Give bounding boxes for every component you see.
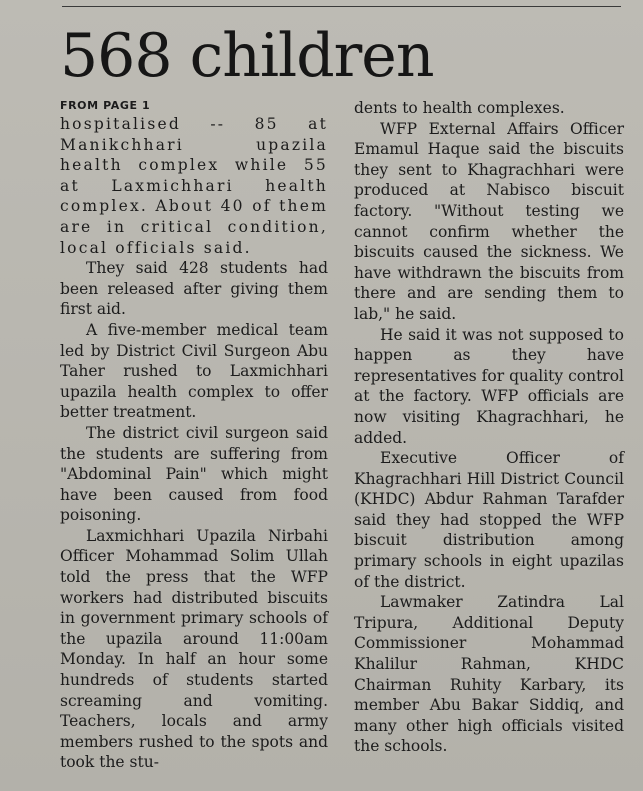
article-paragraph: He said it was not supposed to happen as they have representatives for quality control at the factory. WFP officials are now visiting Khagrachhari, he added. [354, 325, 624, 447]
headline: 568 children [60, 21, 434, 91]
article-column-right [354, 98, 624, 757]
article-column-left [60, 98, 328, 773]
article-paragraph: Lawmaker Zatindra Lal Tripura, Additional Deputy Commissioner Mohammad Khalilur Rahman, KHDC Chairman Ruhity Karbary, its member Abu Bakar Siddiq, and many other high officials visited the schools. [354, 593, 624, 756]
top-rule [62, 6, 621, 7]
article-paragraph: The district civil surgeon said the students are suffering from "Abdominal Pain" which might have been caused from food poisoning. [60, 423, 328, 525]
article-paragraph: They said 428 students had been released after giving them first aid. [60, 259, 328, 319]
continuation-kicker: FROM PAGE 1 [60, 99, 151, 112]
article-paragraph: Executive Officer of Khagrachhari Hill District Council (KHDC) Abdur Rahman Tarafder said they had stopped the WFP biscuit distribution among primary schools in eight upazilas of the district. [354, 449, 624, 591]
article-paragraph: WFP External Affairs Officer Emamul Haque said the biscuits they sent to Khagrachhari were produced at Nabisco biscuit factory. "Without testing we cannot confirm whether the biscuits caused the sickness. We have withdrawn the biscuits from there and are sending them to lab," he said. [354, 119, 624, 323]
article-paragraph: dents to health complexes. [354, 99, 565, 117]
article-paragraph: Laxmichhari Upazila Nirbahi Officer Mohammad Solim Ullah told the press that the WFP workers had distributed biscuits in government primary schools of the upazila around 11:00am Monday. In half an hour some hundreds of students started screaming and vomiting. Teachers, locals and army members rushed to the spots and took the stu- [60, 526, 328, 772]
article-paragraph: hospitalised -- 85 at Manikchhari upazila health complex while 55 at Laxmichhari health complex. About 40 of them are in critical condition, local officials said. [60, 115, 328, 257]
article-paragraph: A five-member medical team led by District Civil Surgeon Abu Taher rushed to Laxmichhari upazila health complex to offer better treatment. [60, 320, 328, 422]
